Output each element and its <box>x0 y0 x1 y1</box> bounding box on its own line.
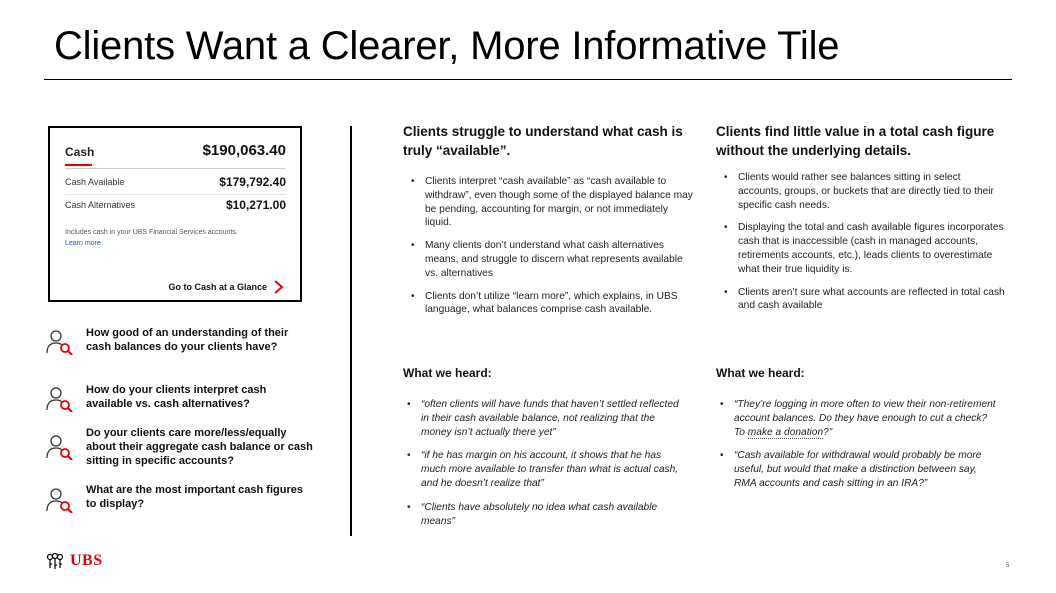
cash-tile-label: Cash <box>65 145 95 159</box>
cash-available-row <box>65 175 286 191</box>
cash-alternatives-row <box>65 198 286 214</box>
findings-column-total-cash <box>716 122 1006 322</box>
question-text: How do your clients interpret cash available vs. cash alternatives? <box>86 384 267 410</box>
quote-underlined-text: make a donation <box>747 426 824 438</box>
finding-bullet: • Clients don’t utilize “learn more”, which explains, in UBS language, what balances comprise cash available. <box>403 290 693 318</box>
cash-available-value: $179,792.40 <box>219 175 286 189</box>
finding-bullet: • Displaying the total and cash available figures incorporates cash that is inaccessible (cash in managed accounts, retirements accounts, etc.), leads clients to overestimate what their true liquidity is. <box>716 221 1006 276</box>
quote-bullet <box>716 398 998 439</box>
cash-header-divider <box>65 168 286 169</box>
quote-bullet: • “Clients have absolutely no idea what cash available means” <box>403 501 683 529</box>
page-number: 5 <box>1006 563 1010 569</box>
findings-list <box>403 175 693 317</box>
finding-bullet: • Clients interpret “cash available” as “cash available to withdraw”, even though some of the displayed balance may be pending, accounting for margin, or not immediately liquid. <box>403 175 693 230</box>
go-to-cash-at-a-glance-link[interactable] <box>168 280 284 294</box>
cash-alternatives-value: $10,271.00 <box>225 198 286 212</box>
finding-bullet: • Clients would rather see balances sitting in select accounts, groups, or buckets that are directly tied to their specific cash needs. <box>716 171 1006 212</box>
column-heading: Clients struggle to understand what cash is truly “available”. <box>403 124 683 158</box>
quote-text: “They’re logging in more often to view their non-retirement account balances. Do they have enough to cut a check? To <box>734 399 996 438</box>
quote-text-end: ?” <box>823 426 833 438</box>
cash-row-divider <box>65 194 286 195</box>
cash-available-label: Cash Available <box>65 177 125 187</box>
cash-tile-header <box>65 142 286 164</box>
quotes-list <box>716 398 998 501</box>
column-heading: Clients find little value in a total cash figure without the underlying details. <box>716 124 995 158</box>
cash-label-underline <box>65 164 92 166</box>
question-text: What are the most important cash figures to display? <box>86 484 303 510</box>
quote-bullet: • “often clients will have funds that haven’t settled reflected in their cash available balance, not realizing that the money isn’t actually there yet” <box>403 398 683 439</box>
ubs-logo <box>44 552 103 570</box>
question-text: Do your clients care more/less/equally about their aggregate cash balance or cash sitting in specific accounts? <box>86 427 313 467</box>
person-search-icon <box>44 386 74 412</box>
slide-title: Clients Want a Clearer, More Informative Tile <box>54 24 840 68</box>
ubs-keys-logo-icon <box>44 552 66 570</box>
what-we-heard-heading: What we heard: <box>403 366 492 380</box>
what-we-heard-heading: What we heard: <box>716 366 805 380</box>
person-search-icon <box>44 434 74 460</box>
quote-bullet: • “if he has margin on his account, it shows that he has much more available to transfer than what is actual cash, and he doesn’t realize that” <box>403 449 683 490</box>
finding-bullet: • Clients aren’t sure what accounts are reflected in total cash and cash available <box>716 286 1006 314</box>
findings-list <box>716 171 1006 313</box>
learn-more-link[interactable]: Learn more <box>65 240 101 247</box>
finding-bullet: • Many clients don’t understand what cash alternatives means, and struggle to discern what represents available vs. alternatives <box>403 239 693 280</box>
cash-alternatives-label: Cash Alternatives <box>65 200 136 210</box>
cash-total-value: $190,063.40 <box>202 142 286 159</box>
question-text: How good of an understanding of their cash balances do your clients have? <box>86 327 289 353</box>
person-search-icon <box>44 487 74 513</box>
ubs-logo-text: UBS <box>70 552 103 569</box>
findings-column-available <box>403 122 693 326</box>
quote-bullet <box>716 449 998 490</box>
quotes-list <box>403 398 683 538</box>
quote-text: “Cash available for withdrawal would probably be more useful, but would that make a distinction between say, RMA accounts and cash sitting in an IRA?” <box>734 450 982 489</box>
person-search-icon <box>44 329 74 355</box>
title-divider <box>44 79 1012 80</box>
vertical-divider <box>350 126 352 536</box>
cash-tile <box>48 126 302 302</box>
cash-tile-note: Includes cash in your UBS Financial Services accounts. <box>65 229 238 236</box>
glance-link-label: Go to Cash at a Glance <box>168 282 267 292</box>
chevron-right-icon <box>272 280 284 294</box>
